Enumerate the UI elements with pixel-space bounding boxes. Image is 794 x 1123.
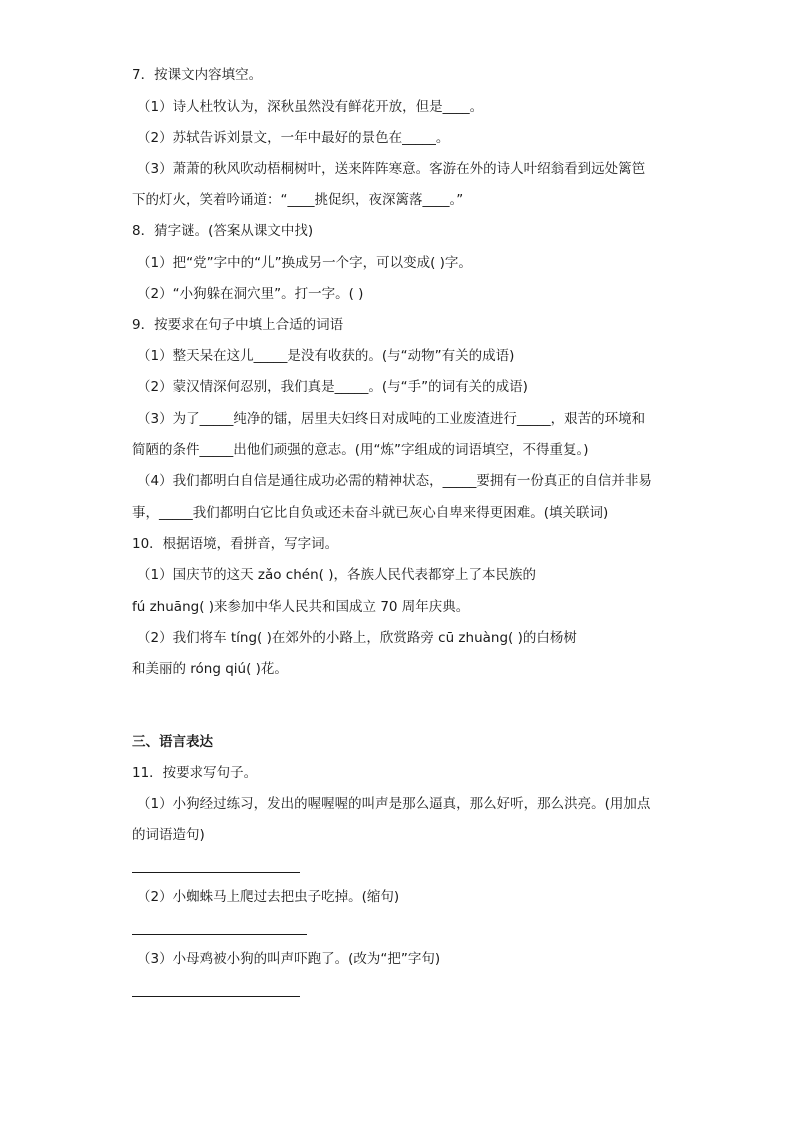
q9-title: 9．按要求在句子中填上合适的词语: [132, 317, 344, 333]
q8-item-1: （1）把“党”字中的“儿”换成另一个字，可以变成( )字。: [137, 255, 472, 271]
q11-item-1b: 的词语造句): [132, 827, 205, 843]
q10-title: 10．根据语境，看拼音，写字词。: [132, 536, 339, 552]
q7-title: 7．按课文内容填空。: [132, 67, 263, 83]
q10-item-2a: （2）我们将车 tíng( )在郊外的小路上，欣赏路旁 cū zhuàng( )的白杨树: [137, 630, 577, 646]
q11-item-3: （3）小母鸡被小狗的叫声吓跑了。(改为“把”字句): [137, 951, 441, 967]
q10-item-1a: （1）国庆节的这天 zǎo chén( )，各族人民代表都穿上了本民族的: [137, 567, 536, 583]
q9-item-4a: （4）我们都明白自信是通往成功必需的精神状态，_____要拥有一份真正的自信并非易: [137, 473, 652, 489]
q9-item-3a: （3）为了_____纯净的镭，居里夫妇终日对成吨的工业废渣进行_____，艰苦的环境和: [137, 411, 646, 427]
q7-item-2: （2）苏轼告诉刘景文，一年中最好的景色在_____。: [137, 130, 450, 146]
q9-item-2: （2）蒙汉情深何忍别，我们真是_____。(与“手”的词有关的成语): [137, 379, 528, 395]
q10-item-2b: 和美丽的 róng qiú( )花。: [132, 661, 288, 677]
q9-item-1: （1）整天呆在这儿_____是没有收获的。(与“动物”有关的成语): [137, 348, 515, 364]
answer-line-3[interactable]: [132, 996, 300, 997]
section-heading: 三、语言表达: [132, 734, 213, 750]
q11-title: 11．按要求写句子。: [132, 765, 258, 781]
q10-item-1b: fú zhuāng( )来参加中华人民共和国成立 70 周年庆典。: [132, 599, 470, 615]
q8-item-2: （2）“小狗躲在洞穴里”。打一字。( ): [137, 286, 364, 302]
q8-title: 8．猜字谜。(答案从课文中找): [132, 223, 314, 239]
q7-item-3b: 下的灯火，笑着吟诵道：“____挑促织，夜深篱落____。”: [132, 192, 464, 208]
q9-item-4b: 事，_____我们都明白它比自负或还未奋斗就已灰心自卑来得更困难。(填关联词): [132, 505, 609, 521]
q11-item-1a: （1）小狗经过练习，发出的喔喔喔的叫声是那么逼真，那么好听，那么洪亮。(用加点: [137, 796, 651, 812]
q7-item-3a: （3）萧萧的秋风吹动梧桐树叶，送来阵阵寒意。客游在外的诗人叶绍翁看到远处篱笆: [137, 161, 646, 177]
answer-line-1[interactable]: [132, 872, 300, 873]
q9-item-3b: 简陋的条件_____出他们顽强的意志。(用“炼”字组成的词语填空，不得重复。): [132, 442, 589, 458]
answer-line-2[interactable]: [132, 934, 307, 935]
q11-item-2: （2）小蜘蛛马上爬过去把虫子吃掉。(缩句): [137, 889, 400, 905]
q7-item-1: （1）诗人杜牧认为，深秋虽然没有鲜花开放，但是____。: [137, 99, 484, 115]
